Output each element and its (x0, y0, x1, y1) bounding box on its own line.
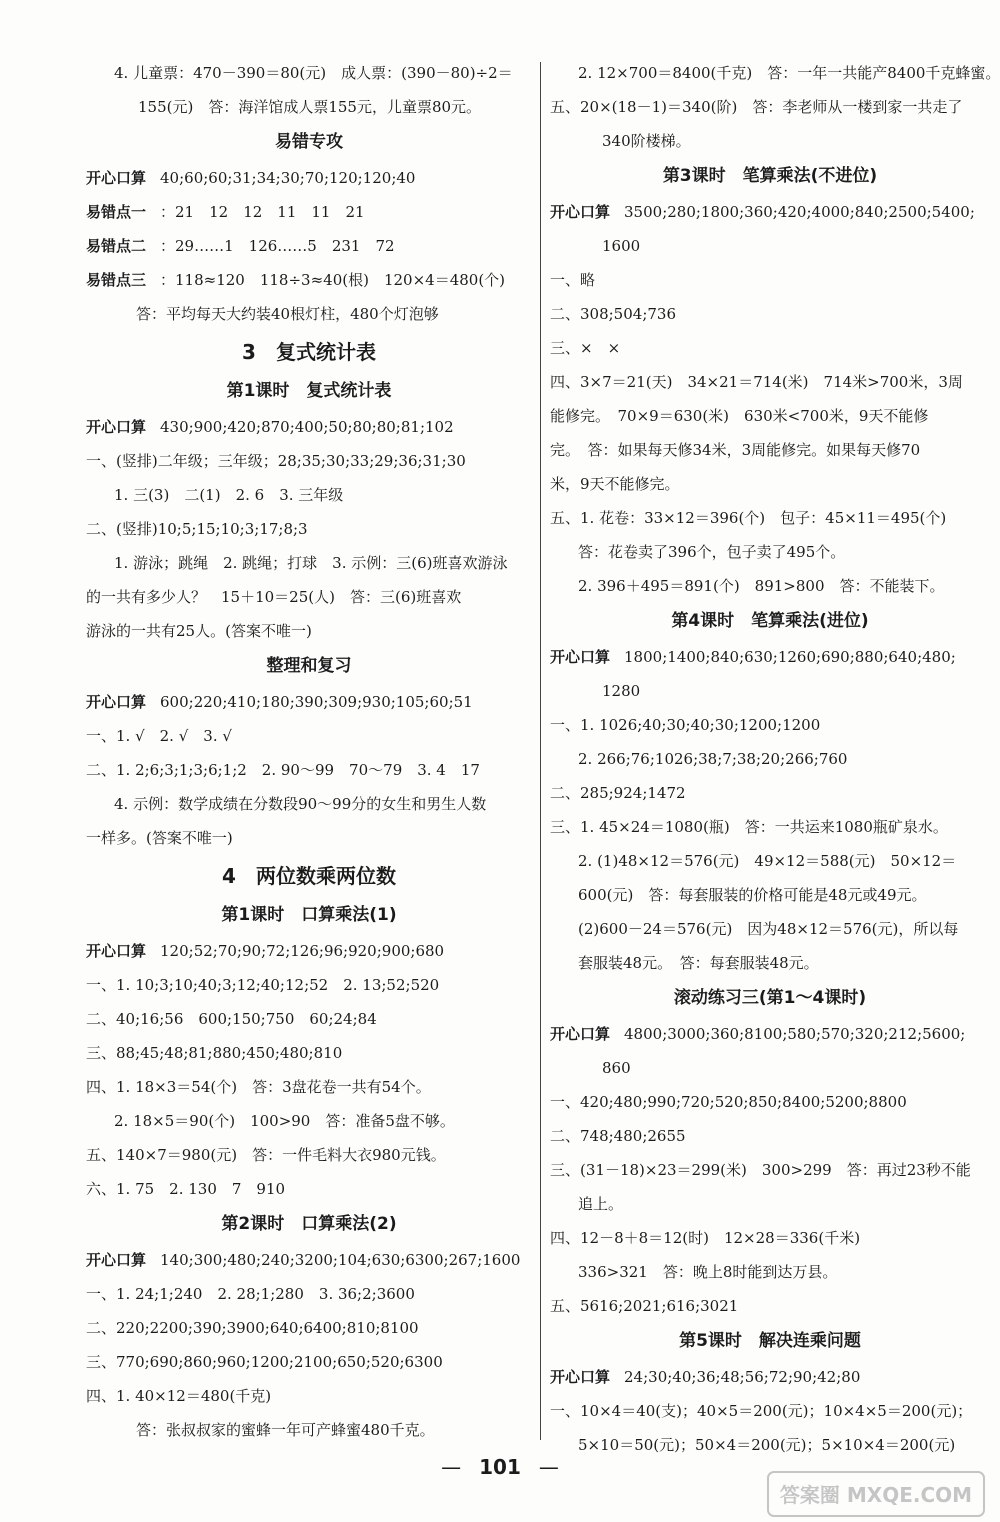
answer-line (86, 685, 532, 719)
line-text: 4800;3000;360;8100;580;570;320;212;5600; (624, 1025, 966, 1043)
line-text: 140;300;480;240;3200;104;630;6300;267;1600 (160, 1251, 521, 1269)
line-label: 易错点一 (86, 203, 147, 221)
answer-line: 三、770;690;860;960;1200;2100;650;520;6300 (86, 1353, 443, 1371)
answer-line: 答：张叔叔家的蜜蜂一年可产蜂蜜480千克。 (136, 1421, 435, 1439)
answer-line: 一、略 (550, 271, 596, 289)
section-heading: 3 复式统计表 (242, 340, 376, 364)
answer-line: 米，9天不能修完。 (550, 475, 680, 493)
answer-line: 一、1. 10;3;10;40;3;12;40;12;52 2. 13;52;520 (86, 976, 440, 994)
line-text: 24;30;40;36;48;56;72;90;42;80 (624, 1368, 861, 1386)
section-heading: 第2课时 口算乘法(2) (221, 1214, 397, 1234)
answer-line: 二、220;2200;390;3900;640;6400;810;8100 (86, 1319, 419, 1337)
answer-line: 2. (1)48×12＝576(元) 49×12＝588(元) 50×12＝ (578, 852, 957, 870)
answer-line: 860 (602, 1059, 631, 1077)
answer-line: 四、1. 18×3＝54(个) 答：3盘花卷一共有54个。 (86, 1078, 431, 1096)
answer-line: 4. 儿童票：470－390＝80(元) 成人票：(390－80)÷2＝ (114, 64, 513, 82)
answer-line (86, 161, 532, 195)
line-text: ：118≈120 118÷3≈40(根) 120×4＝480(个) (160, 271, 506, 289)
answer-line: 五、5616;2021;616;3021 (550, 1297, 739, 1315)
answer-line: 二、285;924;1472 (550, 784, 686, 802)
answer-line: 二、748;480;2655 (550, 1127, 686, 1145)
section-heading: 第5课时 解决连乘问题 (679, 1331, 861, 1351)
answer-line: (2)600－24＝576(元) 因为48×12＝576(元)，所以每 (578, 920, 959, 938)
line-label: 开心口算 (86, 1251, 147, 1269)
answer-line: 套服装48元。 答：每套服装48元。 (578, 954, 819, 972)
line-label: 开心口算 (550, 1025, 611, 1043)
line-label: 开心口算 (550, 1368, 611, 1386)
line-label: 开心口算 (550, 203, 611, 221)
answer-line: 一、1. √ 2. √ 3. √ (86, 727, 232, 745)
answer-line: 155(元) 答：海洋馆成人票155元，儿童票80元。 (138, 98, 482, 116)
left-column (86, 56, 532, 1447)
answer-line: 四、1. 40×12＝480(千克) (86, 1387, 272, 1405)
line-text: 3500;280;1800;360;420;4000;840;2500;5400; (624, 203, 975, 221)
answer-line: 340阶楼梯。 (602, 132, 691, 150)
answer-line: 游泳的一共有25人。(答案不唯一) (86, 622, 312, 640)
section-heading: 第1课时 口算乘法(1) (221, 905, 397, 925)
section-heading: 第4课时 笔算乘法(进位) (671, 611, 869, 631)
line-text: 1800;1400;840;630;1260;690;880;640;480; (624, 648, 956, 666)
line-label: 开心口算 (86, 418, 147, 436)
answer-line: 五、140×7＝980(元) 答：一件毛料大衣980元钱。 (86, 1146, 446, 1164)
section-heading: 第3课时 笔算乘法(不进位) (662, 166, 878, 186)
line-label: 易错点三 (86, 271, 147, 289)
line-text: ：29……1 126……5 231 72 (160, 237, 395, 255)
answer-line: 一、420;480;990;720;520;850;8400;5200;8800 (550, 1093, 907, 1111)
answer-line: 336>321 答：晚上8时能到达万县。 (578, 1263, 838, 1281)
answer-line: 2. 396＋495＝891(个) 891>800 答：不能装下。 (578, 577, 945, 595)
line-text: 40;60;60;31;34;30;70;120;120;40 (160, 169, 416, 187)
answer-line: 三、(31－18)×23＝299(米) 300>299 答：再过23秒不能 (550, 1161, 971, 1179)
answer-line: 二、1. 2;6;3;1;3;6;1;2 2. 90～99 70～79 3. 4 17 (86, 761, 480, 779)
line-text: ：21 12 12 11 11 21 (160, 203, 365, 221)
line-text: 600;220;410;180;390;309;930;105;60;51 (160, 693, 473, 711)
answer-line: 二、(竖排)10;5;15;10;3;17;8;3 (86, 520, 308, 538)
right-column (550, 56, 1000, 1462)
answer-line: 一样多。(答案不唯一) (86, 829, 233, 847)
answer-line: 的一共有多少人？ 15＋10＝25(人) 答：三(6)班喜欢 (86, 588, 462, 606)
answer-line: 四、3×7＝21(天) 34×21＝714(米) 714米>700米，3周 (550, 373, 963, 391)
answer-line (550, 195, 990, 229)
answer-line: 二、308;504;736 (550, 305, 676, 323)
answer-line: 2. 12×700＝8400(千克) 答：一年一共能产8400千克蜂蜜。 (578, 64, 1000, 82)
answer-line: 五、1. 花卷：33×12＝396(个) 包子：45×11＝495(个) (550, 509, 947, 527)
svg-text:答案圈 MXQE.COM: 答案圈 MXQE.COM (779, 1483, 973, 1507)
answer-line: 五、20×(18－1)＝340(阶) 答：李老师从一楼到家一共走了 (550, 98, 963, 116)
section-heading: 第1课时 复式统计表 (226, 381, 392, 401)
answer-line (86, 1243, 532, 1277)
answer-line: 1. 游泳；跳绳 2. 跳绳；打球 3. 示例：三(6)班喜欢游泳 (114, 554, 508, 572)
line-label: 开心口算 (86, 942, 147, 960)
line-text: 430;900;420;870;400;50;80;80;81;102 (160, 418, 454, 436)
answer-line (86, 934, 532, 968)
column-divider (540, 62, 541, 1440)
answer-line: 三、× × (550, 339, 621, 357)
line-label: 易错点二 (86, 237, 147, 255)
answer-line (86, 195, 532, 229)
page-number-value: 101 (479, 1455, 521, 1479)
answer-line: 2. 18×5＝90(个) 100>90 答：准备5盘不够。 (114, 1112, 455, 1130)
section-heading: 4 两位数乘两位数 (222, 864, 396, 888)
answer-line: 能修完。 70×9＝630(米) 630米<700米，9天不能修 (550, 407, 929, 425)
answer-line: 六、1. 75 2. 130 7 910 (86, 1180, 286, 1198)
answer-line: 四、12－8＋8＝12(时) 12×28＝336(千米) (550, 1229, 861, 1247)
line-label: 开心口算 (86, 693, 147, 711)
answer-line: 二、40;16;56 600;150;750 60;24;84 (86, 1010, 377, 1028)
section-heading: 滚动练习三(第1～4课时) (673, 988, 867, 1008)
answer-line: 答：平均每天大约装40根灯柱，480个灯泡够 (136, 305, 439, 323)
answer-line: 2. 266;76;1026;38;7;38;20;266;760 (578, 750, 848, 768)
answer-line: 1280 (602, 682, 641, 700)
answer-line (86, 410, 532, 444)
section-heading: 整理和复习 (266, 656, 352, 676)
answer-line: 一、10×4＝40(支)；40×5＝200(元)；10×4×5＝200(元)； (550, 1402, 973, 1420)
answer-line: 1600 (602, 237, 641, 255)
watermark-logo (766, 1470, 986, 1518)
answer-line: 三、1. 45×24＝1080(瓶) 答：一共运来1080瓶矿泉水。 (550, 818, 948, 836)
answer-line: 三、88;45;48;81;880;450;480;810 (86, 1044, 343, 1062)
answer-line: 一、1. 1026;40;30;40;30;1200;1200 (550, 716, 821, 734)
answer-line (550, 1017, 990, 1051)
answer-line: 600(元) 答：每套服装的价格可能是48元或49元。 (578, 886, 927, 904)
line-text: 120;52;70;90;72;126;96;920;900;680 (160, 942, 445, 960)
answer-line: 追上。 (578, 1195, 624, 1213)
answer-line: 4. 示例：数学成绩在分数段90～99分的女生和男生人数 (114, 795, 487, 813)
page-number: — 101 — (441, 1455, 559, 1479)
answer-line (550, 1360, 990, 1394)
answer-line: 一、1. 24;1;240 2. 28;1;280 3. 36;2;3600 (86, 1285, 415, 1303)
answer-line: 完。 答：如果每天修34米，3周能修完。如果每天修70 (550, 441, 921, 459)
line-label: 开心口算 (550, 648, 611, 666)
line-label: 开心口算 (86, 169, 147, 187)
answer-line (550, 640, 990, 674)
answer-line (86, 263, 532, 297)
answer-line: 5×10＝50(元)；50×4＝200(元)；5×10×4＝200(元) (578, 1436, 956, 1454)
section-heading: 易错专攻 (275, 132, 343, 152)
answer-line: 1. 三(3) 二(1) 2. 6 3. 三年级 (114, 486, 344, 504)
answer-line: 一、(竖排)二年级；三年级；28;35;30;33;29;36;31;30 (86, 452, 466, 470)
answer-line: 答：花卷卖了396个，包子卖了495个。 (578, 543, 846, 561)
answer-line (86, 229, 532, 263)
